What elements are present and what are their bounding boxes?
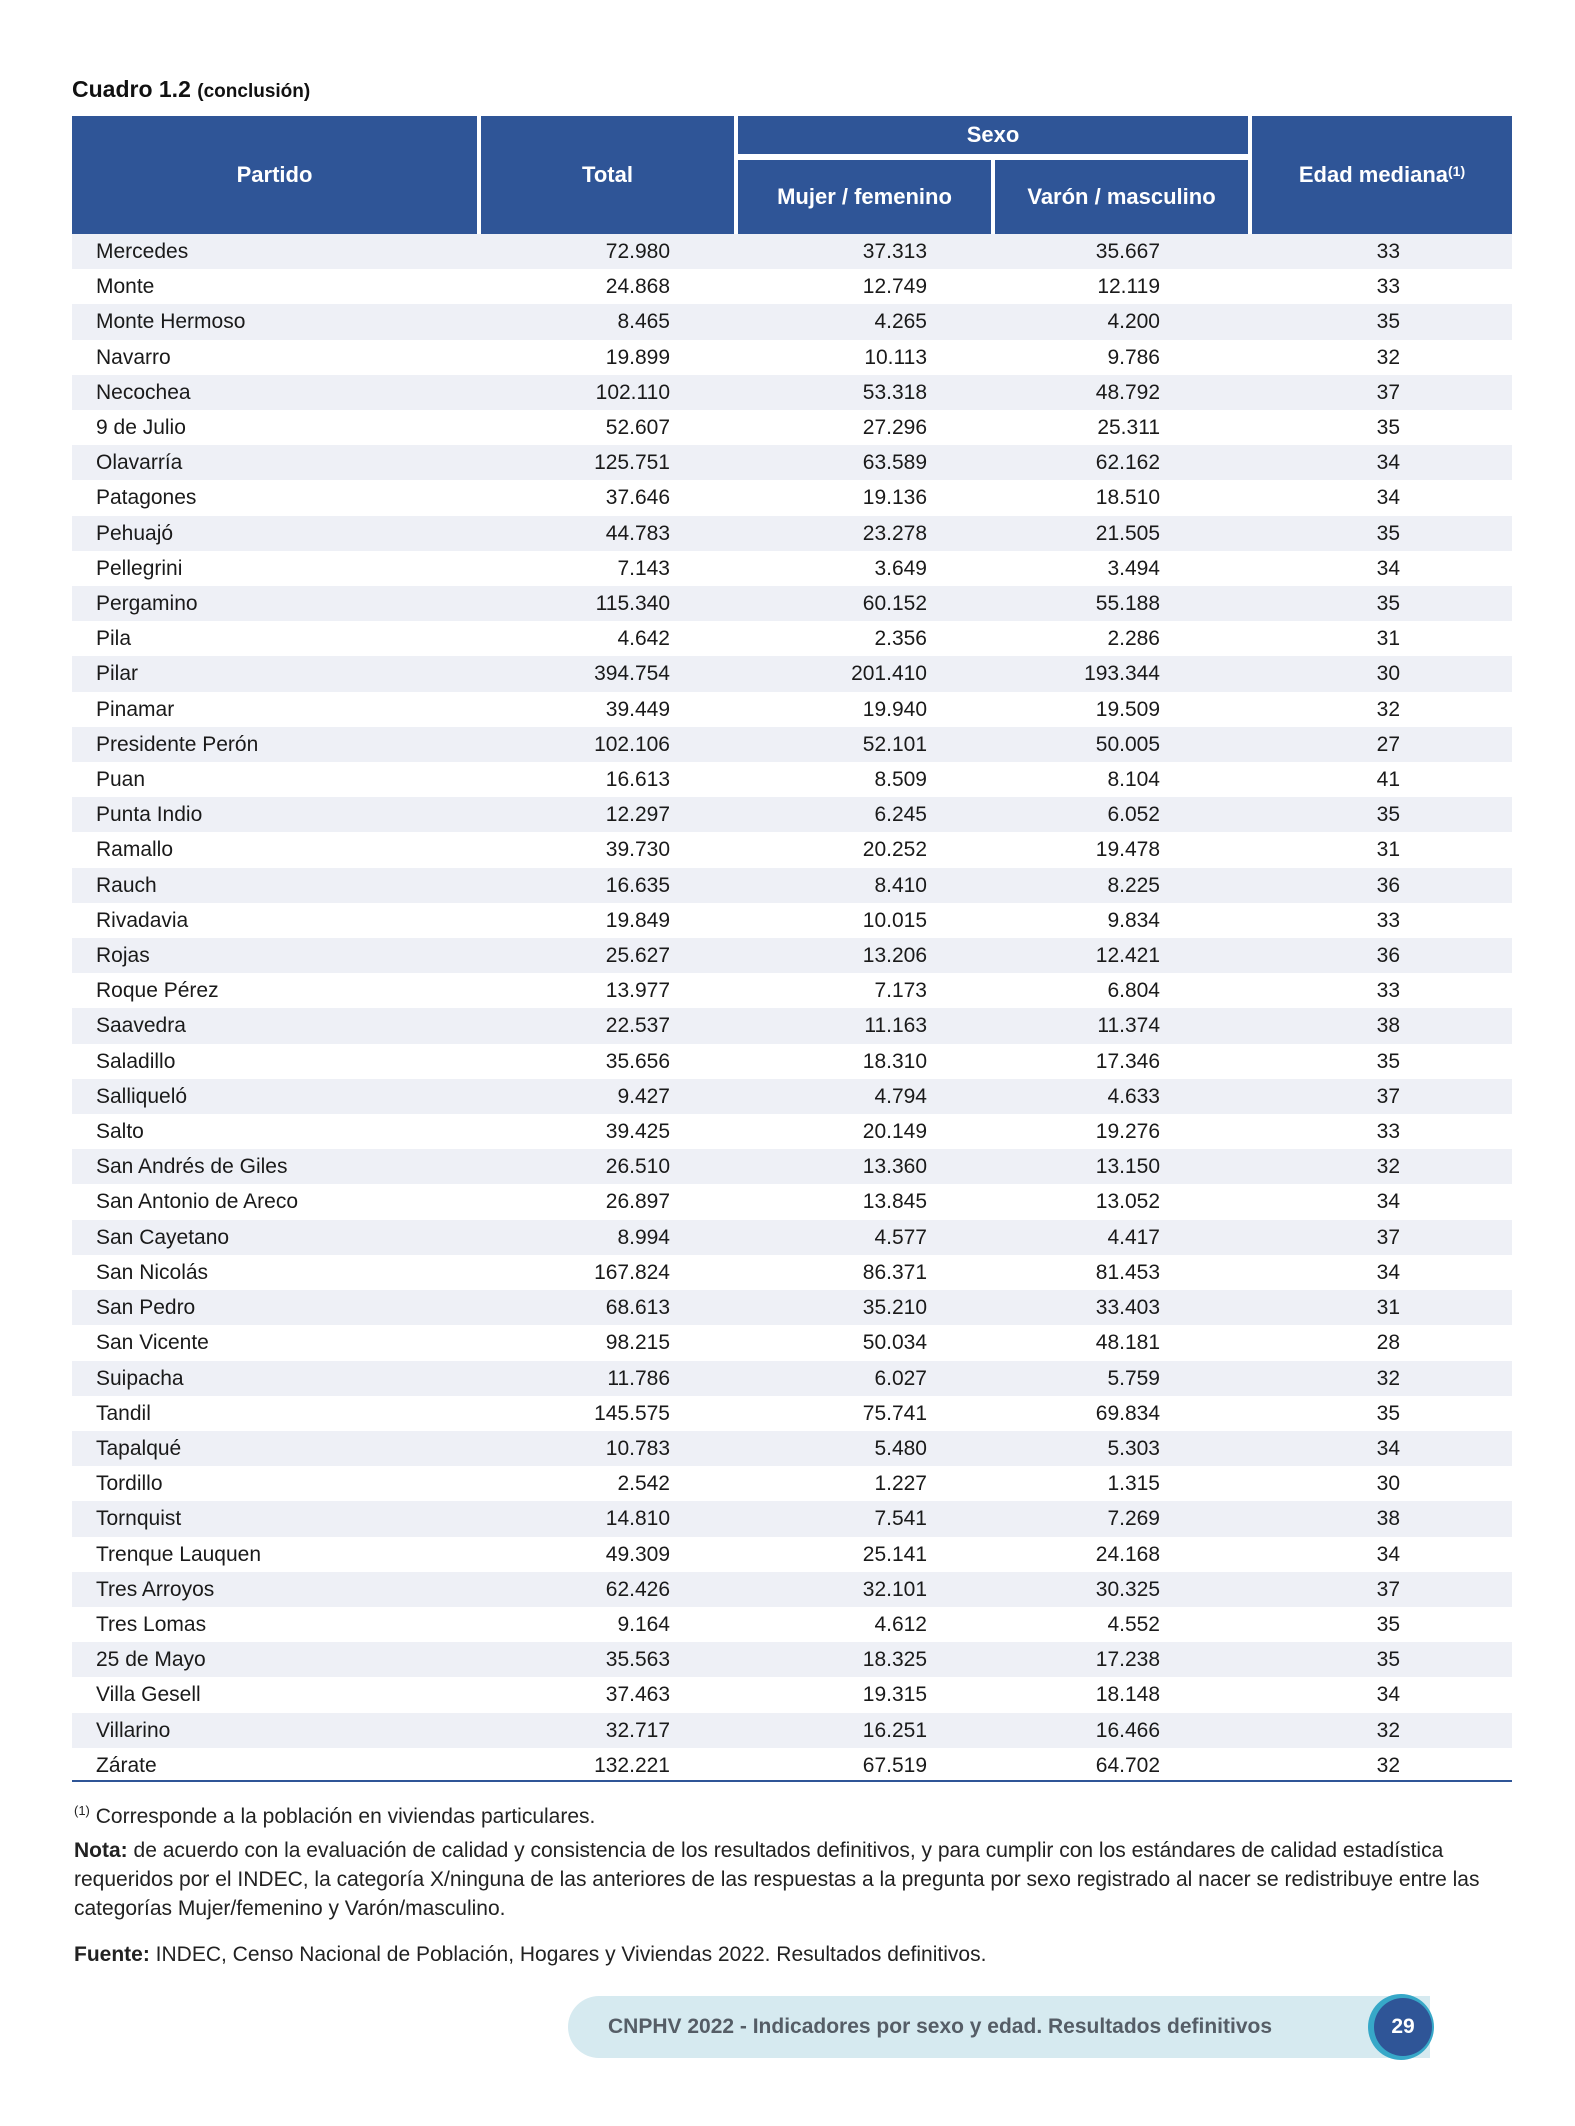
cell-mujer: 37.313 — [734, 234, 991, 269]
cell-total: 12.297 — [477, 797, 734, 832]
cell-edad: 35 — [1248, 410, 1512, 445]
cell-mujer: 3.649 — [734, 551, 991, 586]
cell-varon: 193.344 — [991, 656, 1248, 691]
cell-mujer: 13.206 — [734, 938, 991, 973]
cell-total: 35.656 — [477, 1044, 734, 1079]
cell-partido: Roque Pérez — [72, 973, 477, 1008]
footer-banner-text: CNPHV 2022 - Indicadores por sexo y edad. Resultados definitivos — [608, 2015, 1273, 2038]
cell-mujer: 60.152 — [734, 586, 991, 621]
nota-label: Nota: — [74, 1839, 128, 1862]
cell-partido: Necochea — [72, 375, 477, 410]
cell-mujer: 7.173 — [734, 973, 991, 1008]
cell-varon: 4.417 — [991, 1220, 1248, 1255]
cell-edad: 35 — [1248, 304, 1512, 339]
table-row — [72, 304, 1512, 339]
header-partido: Partido — [72, 116, 477, 234]
table-row — [72, 1677, 1512, 1712]
cell-edad: 37 — [1248, 375, 1512, 410]
cell-varon: 13.150 — [991, 1149, 1248, 1184]
cell-edad: 28 — [1248, 1325, 1512, 1360]
cell-varon: 30.325 — [991, 1572, 1248, 1607]
cell-total: 68.613 — [477, 1290, 734, 1325]
cell-edad: 30 — [1248, 656, 1512, 691]
cell-partido: Mercedes — [72, 234, 477, 269]
cell-varon: 50.005 — [991, 727, 1248, 762]
cell-total: 2.542 — [477, 1466, 734, 1501]
cell-mujer: 201.410 — [734, 656, 991, 691]
cell-mujer: 11.163 — [734, 1008, 991, 1043]
cell-total: 39.449 — [477, 692, 734, 727]
cell-total: 11.786 — [477, 1361, 734, 1396]
table-row — [72, 1044, 1512, 1079]
table-row — [72, 1149, 1512, 1184]
cell-edad: 31 — [1248, 621, 1512, 656]
cell-edad: 32 — [1248, 1713, 1512, 1748]
table-row — [72, 375, 1512, 410]
table-row — [72, 621, 1512, 656]
cell-varon: 64.702 — [991, 1748, 1248, 1783]
footer-banner — [568, 1996, 1430, 2058]
cell-edad: 34 — [1248, 1255, 1512, 1290]
cell-partido: Navarro — [72, 340, 477, 375]
cell-partido: Monte Hermoso — [72, 304, 477, 339]
cell-partido: Villarino — [72, 1713, 477, 1748]
cell-partido: Punta Indio — [72, 797, 477, 832]
cell-partido: Pellegrini — [72, 551, 477, 586]
table-row — [72, 1466, 1512, 1501]
page-number: 29 — [1374, 1998, 1432, 2056]
table-title-sub: (conclusión) — [197, 81, 311, 102]
cell-partido: Rojas — [72, 938, 477, 973]
table-row — [72, 516, 1512, 551]
table-row — [72, 1642, 1512, 1677]
cell-partido: San Antonio de Areco — [72, 1184, 477, 1219]
cell-edad: 34 — [1248, 1677, 1512, 1712]
cell-varon: 2.286 — [991, 621, 1248, 656]
cell-varon: 9.786 — [991, 340, 1248, 375]
cell-mujer: 16.251 — [734, 1713, 991, 1748]
cell-partido: San Cayetano — [72, 1220, 477, 1255]
cell-total: 14.810 — [477, 1501, 734, 1536]
cell-mujer: 6.027 — [734, 1361, 991, 1396]
cell-edad: 34 — [1248, 480, 1512, 515]
table-row — [72, 340, 1512, 375]
cell-varon: 5.303 — [991, 1431, 1248, 1466]
table-body — [72, 234, 1512, 1783]
cell-mujer: 12.749 — [734, 269, 991, 304]
cell-total: 115.340 — [477, 586, 734, 621]
table-row — [72, 586, 1512, 621]
cell-total: 13.977 — [477, 973, 734, 1008]
table-row — [72, 832, 1512, 867]
cell-partido: Pehuajó — [72, 516, 477, 551]
table-row — [72, 1114, 1512, 1149]
cell-mujer: 25.141 — [734, 1537, 991, 1572]
table-row — [72, 1501, 1512, 1536]
data-table — [72, 234, 1512, 1783]
cell-partido: San Nicolás — [72, 1255, 477, 1290]
cell-edad: 34 — [1248, 551, 1512, 586]
cell-mujer: 67.519 — [734, 1748, 991, 1783]
cell-varon: 35.667 — [991, 234, 1248, 269]
cell-varon: 9.834 — [991, 903, 1248, 938]
cell-partido: Monte — [72, 269, 477, 304]
table-row — [72, 1572, 1512, 1607]
table-row — [72, 973, 1512, 1008]
cell-edad: 32 — [1248, 1748, 1512, 1783]
cell-mujer: 8.509 — [734, 762, 991, 797]
cell-mujer: 20.252 — [734, 832, 991, 867]
cell-partido: Salliqueló — [72, 1079, 477, 1114]
cell-total: 8.465 — [477, 304, 734, 339]
cell-mujer: 20.149 — [734, 1114, 991, 1149]
table-row — [72, 1220, 1512, 1255]
table-row — [72, 727, 1512, 762]
cell-total: 26.510 — [477, 1149, 734, 1184]
cell-edad: 30 — [1248, 1466, 1512, 1501]
cell-edad: 33 — [1248, 973, 1512, 1008]
cell-varon: 1.315 — [991, 1466, 1248, 1501]
cell-varon: 55.188 — [991, 586, 1248, 621]
cell-mujer: 7.541 — [734, 1501, 991, 1536]
cell-edad: 32 — [1248, 1149, 1512, 1184]
header-total: Total — [481, 116, 734, 234]
cell-mujer: 4.577 — [734, 1220, 991, 1255]
cell-total: 37.463 — [477, 1677, 734, 1712]
cell-mujer: 1.227 — [734, 1466, 991, 1501]
cell-edad: 35 — [1248, 1044, 1512, 1079]
table-row — [72, 1325, 1512, 1360]
cell-total: 10.783 — [477, 1431, 734, 1466]
cell-mujer: 19.136 — [734, 480, 991, 515]
cell-edad: 38 — [1248, 1008, 1512, 1043]
table-row — [72, 269, 1512, 304]
cell-varon: 12.119 — [991, 269, 1248, 304]
cell-partido: Pila — [72, 621, 477, 656]
cell-total: 49.309 — [477, 1537, 734, 1572]
cell-edad: 31 — [1248, 832, 1512, 867]
cell-varon: 17.346 — [991, 1044, 1248, 1079]
cell-mujer: 10.015 — [734, 903, 991, 938]
cell-mujer: 86.371 — [734, 1255, 991, 1290]
fuente-text: INDEC, Censo Nacional de Población, Hogares y Viviendas 2022. Resultados definitivos. — [155, 1943, 987, 1966]
cell-edad: 34 — [1248, 445, 1512, 480]
cell-edad: 32 — [1248, 340, 1512, 375]
cell-partido: Patagones — [72, 480, 477, 515]
cell-varon: 19.276 — [991, 1114, 1248, 1149]
cell-mujer: 5.480 — [734, 1431, 991, 1466]
header-edad-note: (1) — [1448, 163, 1466, 179]
table-row — [72, 1537, 1512, 1572]
cell-total: 9.164 — [477, 1607, 734, 1642]
cell-edad: 33 — [1248, 1114, 1512, 1149]
cell-varon: 4.552 — [991, 1607, 1248, 1642]
cell-edad: 37 — [1248, 1220, 1512, 1255]
cell-total: 32.717 — [477, 1713, 734, 1748]
table-row — [72, 656, 1512, 691]
cell-mujer: 35.210 — [734, 1290, 991, 1325]
cell-total: 98.215 — [477, 1325, 734, 1360]
cell-varon: 81.453 — [991, 1255, 1248, 1290]
cell-edad: 36 — [1248, 938, 1512, 973]
cell-total: 4.642 — [477, 621, 734, 656]
cell-mujer: 10.113 — [734, 340, 991, 375]
cell-varon: 11.374 — [991, 1008, 1248, 1043]
cell-varon: 12.421 — [991, 938, 1248, 973]
table-row — [72, 234, 1512, 269]
cell-edad: 35 — [1248, 1607, 1512, 1642]
cell-total: 394.754 — [477, 656, 734, 691]
cell-varon: 24.168 — [991, 1537, 1248, 1572]
cell-partido: Presidente Perón — [72, 727, 477, 762]
cell-edad: 35 — [1248, 586, 1512, 621]
cell-edad: 37 — [1248, 1079, 1512, 1114]
cell-partido: Trenque Lauquen — [72, 1537, 477, 1572]
cell-total: 37.646 — [477, 480, 734, 515]
cell-edad: 34 — [1248, 1537, 1512, 1572]
table-row — [72, 1748, 1512, 1783]
cell-varon: 19.478 — [991, 832, 1248, 867]
cell-partido: Pinamar — [72, 692, 477, 727]
cell-partido: San Pedro — [72, 1290, 477, 1325]
cell-mujer: 19.940 — [734, 692, 991, 727]
cell-total: 44.783 — [477, 516, 734, 551]
table-row — [72, 1431, 1512, 1466]
cell-partido: Saavedra — [72, 1008, 477, 1043]
cell-edad: 27 — [1248, 727, 1512, 762]
cell-edad: 35 — [1248, 797, 1512, 832]
cell-edad: 35 — [1248, 1396, 1512, 1431]
table-row — [72, 410, 1512, 445]
cell-total: 35.563 — [477, 1642, 734, 1677]
nota — [74, 1836, 1494, 1923]
cell-edad: 34 — [1248, 1184, 1512, 1219]
cell-total: 102.106 — [477, 727, 734, 762]
cell-varon: 6.052 — [991, 797, 1248, 832]
cell-total: 52.607 — [477, 410, 734, 445]
cell-mujer: 63.589 — [734, 445, 991, 480]
table-row — [72, 1607, 1512, 1642]
cell-partido: Zárate — [72, 1748, 477, 1783]
table-row — [72, 868, 1512, 903]
cell-varon: 25.311 — [991, 410, 1248, 445]
cell-edad: 34 — [1248, 1431, 1512, 1466]
table-row — [72, 903, 1512, 938]
cell-varon: 48.792 — [991, 375, 1248, 410]
header-varon: Varón / masculino — [995, 160, 1248, 234]
table-row — [72, 1396, 1512, 1431]
cell-partido: Salto — [72, 1114, 477, 1149]
table-row — [72, 480, 1512, 515]
cell-varon: 13.052 — [991, 1184, 1248, 1219]
cell-mujer: 19.315 — [734, 1677, 991, 1712]
cell-edad: 35 — [1248, 1642, 1512, 1677]
cell-varon: 5.759 — [991, 1361, 1248, 1396]
cell-varon: 8.225 — [991, 868, 1248, 903]
cell-varon: 69.834 — [991, 1396, 1248, 1431]
cell-partido: Tornquist — [72, 1501, 477, 1536]
cell-edad: 35 — [1248, 516, 1512, 551]
cell-partido: San Vicente — [72, 1325, 477, 1360]
cell-total: 25.627 — [477, 938, 734, 973]
cell-total: 102.110 — [477, 375, 734, 410]
cell-mujer: 2.356 — [734, 621, 991, 656]
cell-partido: Rivadavia — [72, 903, 477, 938]
cell-varon: 62.162 — [991, 445, 1248, 480]
table-title — [72, 76, 310, 103]
cell-varon: 18.510 — [991, 480, 1248, 515]
cell-varon: 17.238 — [991, 1642, 1248, 1677]
cell-edad: 33 — [1248, 269, 1512, 304]
cell-total: 39.730 — [477, 832, 734, 867]
cell-total: 16.635 — [477, 868, 734, 903]
cell-mujer: 53.318 — [734, 375, 991, 410]
table-row — [72, 1290, 1512, 1325]
cell-partido: Tres Arroyos — [72, 1572, 477, 1607]
cell-total: 167.824 — [477, 1255, 734, 1290]
cell-edad: 33 — [1248, 234, 1512, 269]
cell-total: 145.575 — [477, 1396, 734, 1431]
cell-mujer: 50.034 — [734, 1325, 991, 1360]
header-edad-mediana — [1252, 116, 1512, 234]
cell-mujer: 52.101 — [734, 727, 991, 762]
cell-total: 62.426 — [477, 1572, 734, 1607]
cell-partido: Pilar — [72, 656, 477, 691]
table-row — [72, 1079, 1512, 1114]
cell-total: 16.613 — [477, 762, 734, 797]
cell-mujer: 75.741 — [734, 1396, 991, 1431]
cell-partido: Puan — [72, 762, 477, 797]
header-sexo: Sexo — [738, 116, 1248, 154]
cell-partido: Villa Gesell — [72, 1677, 477, 1712]
table-row — [72, 938, 1512, 973]
cell-varon: 6.804 — [991, 973, 1248, 1008]
cell-mujer: 18.325 — [734, 1642, 991, 1677]
cell-mujer: 32.101 — [734, 1572, 991, 1607]
cell-varon: 48.181 — [991, 1325, 1248, 1360]
cell-partido: San Andrés de Giles — [72, 1149, 477, 1184]
header-mujer: Mujer / femenino — [738, 160, 991, 234]
cell-edad: 33 — [1248, 903, 1512, 938]
cell-total: 19.899 — [477, 340, 734, 375]
table-row — [72, 1008, 1512, 1043]
fuente-label: Fuente: — [74, 1943, 150, 1966]
cell-mujer: 13.845 — [734, 1184, 991, 1219]
cell-varon: 7.269 — [991, 1501, 1248, 1536]
header-edad-label: Edad mediana — [1298, 162, 1449, 187]
cell-edad: 36 — [1248, 868, 1512, 903]
cell-total: 125.751 — [477, 445, 734, 480]
cell-mujer: 6.245 — [734, 797, 991, 832]
cell-partido: Tordillo — [72, 1466, 477, 1501]
cell-varon: 3.494 — [991, 551, 1248, 586]
cell-mujer: 27.296 — [734, 410, 991, 445]
cell-total: 7.143 — [477, 551, 734, 586]
table-row — [72, 551, 1512, 586]
table-row — [72, 762, 1512, 797]
cell-edad: 31 — [1248, 1290, 1512, 1325]
cell-partido: Tapalqué — [72, 1431, 477, 1466]
cell-partido: Rauch — [72, 868, 477, 903]
cell-partido: Tandil — [72, 1396, 477, 1431]
cell-total: 132.221 — [477, 1748, 734, 1783]
cell-total: 22.537 — [477, 1008, 734, 1043]
cell-mujer: 4.794 — [734, 1079, 991, 1114]
cell-mujer: 4.265 — [734, 304, 991, 339]
cell-varon: 19.509 — [991, 692, 1248, 727]
cell-partido: Ramallo — [72, 832, 477, 867]
footnote — [74, 1796, 1494, 1831]
cell-mujer: 18.310 — [734, 1044, 991, 1079]
footnote-text: Corresponde a la población en viviendas particulares. — [95, 1805, 596, 1828]
table-header — [72, 116, 1512, 234]
table-row — [72, 692, 1512, 727]
footnote-mark: (1) — [74, 1803, 90, 1818]
table-bottom-rule — [72, 1780, 1512, 1782]
cell-total: 24.868 — [477, 269, 734, 304]
cell-varon: 4.633 — [991, 1079, 1248, 1114]
cell-mujer: 8.410 — [734, 868, 991, 903]
table-row — [72, 797, 1512, 832]
cell-mujer: 4.612 — [734, 1607, 991, 1642]
cell-varon: 16.466 — [991, 1713, 1248, 1748]
table-row — [72, 1713, 1512, 1748]
cell-total: 39.425 — [477, 1114, 734, 1149]
cell-total: 8.994 — [477, 1220, 734, 1255]
cell-total: 72.980 — [477, 234, 734, 269]
table-row — [72, 1184, 1512, 1219]
nota-text: de acuerdo con la evaluación de calidad y consistencia de los resultados definitivos, y para cumplir con los estándares de calidad estadística requeridos por el INDEC, la categoría X/ninguna de las anteriores de las respuestas a la pregunta por sexo registrado al nacer se redistribuye entre las categorías Mujer/femenino y Varón/masculino. — [74, 1839, 1480, 1920]
cell-partido: Olavarría — [72, 445, 477, 480]
cell-edad: 37 — [1248, 1572, 1512, 1607]
table-row — [72, 1255, 1512, 1290]
cell-partido: Pergamino — [72, 586, 477, 621]
cell-edad: 32 — [1248, 1361, 1512, 1396]
cell-total: 26.897 — [477, 1184, 734, 1219]
cell-mujer: 13.360 — [734, 1149, 991, 1184]
table-row — [72, 445, 1512, 480]
cell-total: 19.849 — [477, 903, 734, 938]
cell-edad: 41 — [1248, 762, 1512, 797]
cell-varon: 18.148 — [991, 1677, 1248, 1712]
cell-partido: Tres Lomas — [72, 1607, 477, 1642]
cell-total: 9.427 — [477, 1079, 734, 1114]
cell-partido: 9 de Julio — [72, 410, 477, 445]
cell-partido: 25 de Mayo — [72, 1642, 477, 1677]
cell-varon: 4.200 — [991, 304, 1248, 339]
cell-edad: 32 — [1248, 692, 1512, 727]
cell-mujer: 23.278 — [734, 516, 991, 551]
table-title-main: Cuadro 1.2 — [72, 76, 191, 102]
cell-partido: Suipacha — [72, 1361, 477, 1396]
cell-varon: 33.403 — [991, 1290, 1248, 1325]
fuente — [74, 1940, 1494, 1969]
cell-varon: 8.104 — [991, 762, 1248, 797]
cell-edad: 38 — [1248, 1501, 1512, 1536]
cell-varon: 21.505 — [991, 516, 1248, 551]
cell-partido: Saladillo — [72, 1044, 477, 1079]
table-row — [72, 1361, 1512, 1396]
